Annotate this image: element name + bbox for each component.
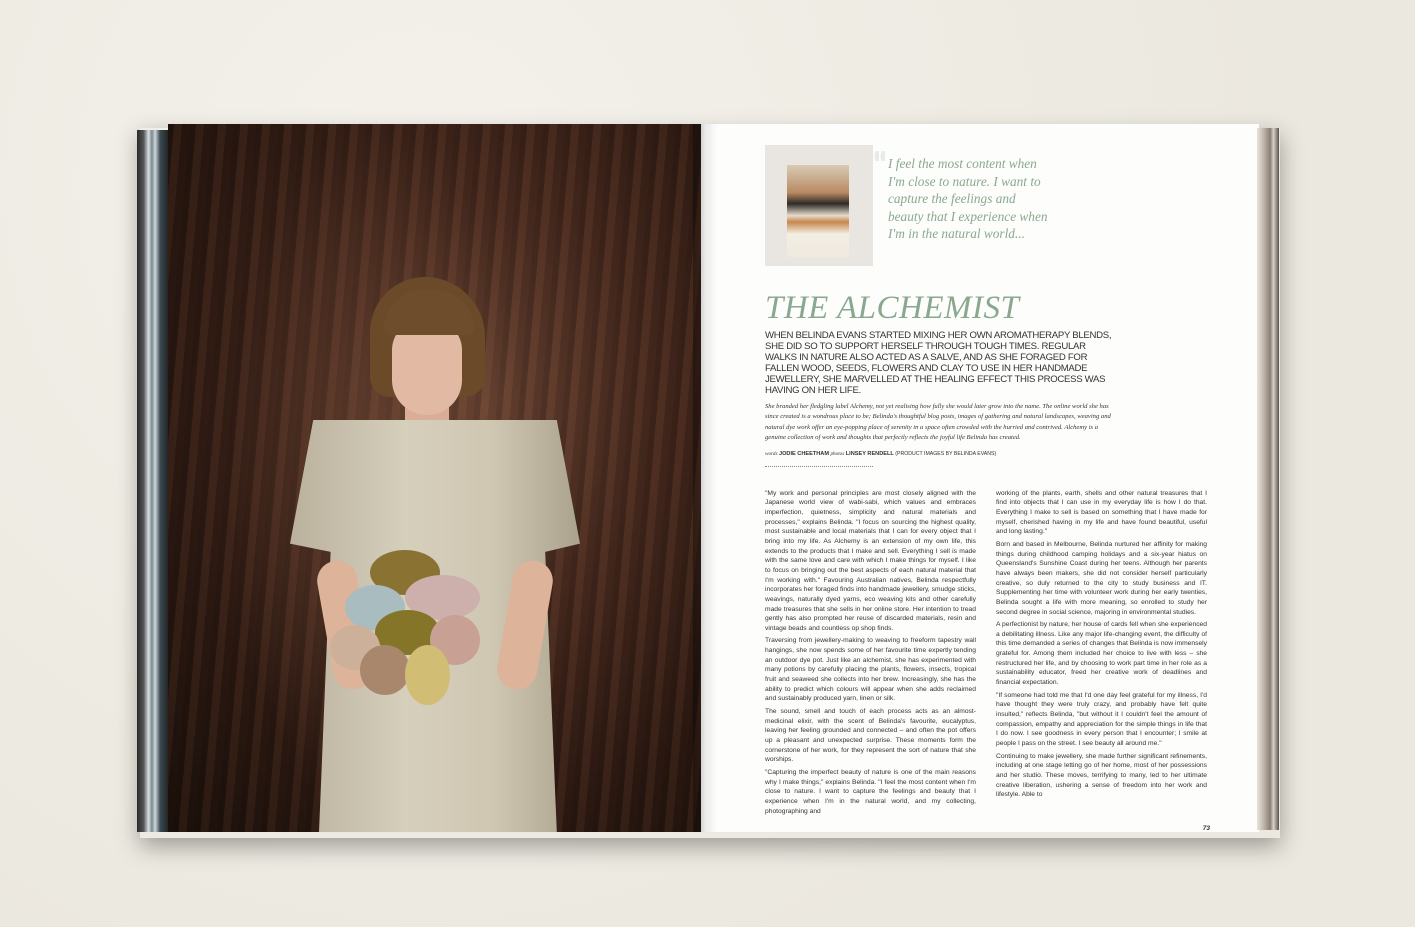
paragraph: Continuing to make jewellery, she made further significant refinements, including at one stage letting go of her home, most of her possessions and her studio. These moves, terrifying to many, led to her ultimate creative liberation, ushering a sense of freedom into her work and lifestyle. Able to [996,752,1207,799]
pull-quote: I feel the most content when I'm close to nature. I want to capture the feelings and beauty that I experience when I'm in the natural world... [888,156,1048,242]
article-title: THE ALCHEMIST [765,290,1020,326]
page-edges-right [1257,128,1279,830]
credits [765,450,1210,458]
weaving-image [787,165,849,257]
paragraph: working of the plants, earth, shells and other natural treasures that I find into objects that I can use in my everyday life is how I do that. Everything I make to sell is based on something that I have made for myself, cherished having in my life and have found beautiful, useful and long lasting." [996,489,1207,536]
paragraph: The sound, smell and touch of each process acts as an almost-medicinal elixir, with the scent of Belinda's favourite, eucalyptus, leaving her feeling grounded and connected – and often the pot offers up a pleasant and unexpected surprise. These moments form the cornerstone of her work, for they represent the sort of nature that she worships. [765,708,976,764]
paragraph: "If someone had told me that I'd one day feel grateful for my illness, I'd have thought they were truly crazy, and probably have felt quite insulted," reflects Belinda, "but without it I couldn't feel the amount of compassion, empathy and appreciation for the simple things in life that I do now. I see goodness in every person that I encounter; I smile at people I pass on the street. I see beauty all around me." [996,691,1207,748]
writer-name: JODIE CHEETHAM [778,450,829,457]
paragraph: "My work and personal principles are most closely aligned with the Japanese world view of wabi-sabi, which values and embraces imperfection, quietness, simplicity and natural materials and processes," explains Belinda. "I focus on sourcing the highest quality, most sustainable and local materials that I can for every object that I bring into my life. As Alchemy is an extension of my own life, this extends to the products that I make and sell. Everything I sell is made with the same love and care with which I make things for myself. I like to focus on bringing out the best aspects of each natural material that I'm working with." Favouring Australian natives, Belinda respectfully incorporates her foraged finds into handmade jewellery, smudge sticks, weavings, naturally dyed yarns, eco weaving kits and other carefully made treasures that she sells in her online store. Her intention to tread gently has also prompted her reuse of discarded materials, resin and vintage beads and countless op shop finds. [765,489,976,632]
spine-shadow [693,124,717,832]
body-columns [765,489,1210,820]
photographer-name: LINSEY RENDELL [845,450,894,457]
words-label: words [765,450,778,457]
credits-note: (PRODUCT IMAGES BY BELINDA EVANS) [895,450,997,457]
article-content [765,145,1210,833]
paragraph: "Capturing the imperfect beauty of nature is one of the main reasons why I make things," explains Belinda. "I feel the most content when I'm close to nature. I want to capture the feelings and beauty that I experience when I'm in the natural world, and my collecting, photographing and [765,769,976,815]
standfirst: WHEN BELINDA EVANS STARTED MIXING HER OWN AROMATHERAPY BLENDS, SHE DID SO TO SUPPORT HERSELF THROUGH TOUGH TIMES. REGULAR WALKS IN NATURE ALSO ACTED AS A SALVE, AND AS SHE FORAGED FOR FALLEN WOOD, SEEDS, FLOWERS AND CLAY TO USE IN HER HANDMADE JEWELLERY, SHE MARVELLED AT THE HEALING EFFECT THIS PROCESS WAS HAVING ON HER LIFE. [765,330,1112,396]
page-edges-left [137,130,170,832]
page-number: 73 [1202,825,1210,833]
dotted-divider [765,466,873,467]
quote-mark-icon [873,147,888,177]
photos-label: photos [830,450,845,457]
body-column-1 [765,489,976,820]
intro-paragraph: She branded her fledgling label Alchemy, not yet realising how fully she would later grow into the name. The online world she has since created is a wondrous place to be; Belinda's thoughtful blog posts, images of gathering and natural landscapes, weaving and natural dye work offer an eye-popping place of serenity in a space often crowded with the hurried and contrived. Alchemy is a genuine collection of work and thoughts that perfectly reflects the joyful life Belinda has created. [765,403,1111,442]
weaving-thumbnail [765,145,873,266]
yarn-skein [405,645,450,705]
paragraph: Born and based in Melbourne, Belinda nurtured her affinity for making things during childhood camping holidays and a six-year hiatus on Queensland's Sunshine Coast during her teens. Although her parents have always been makers, she did not consider herself particularly creative, so duly returned to the city to study business and IT. Supplementing her time with volunteer work during her early twenties, Belinda sought a life with more meaning, so enrolled to study her second degree in social science, majoring in environmental studies. [996,540,1207,616]
pull-quote-row [765,145,1210,285]
paragraph: Traversing from jewellery-making to weaving to freeform tapestry wall hangings, she now spends some of her favourite time expertly tending an outdoor dye pot. Just like an alchemist, she has experimented with many potions by carefully placing the plants, flowers, insects, tropical fruit and seaweed she collects into her brew. Increasingly, she has the ability to predict which colours will appear when she adds reclaimed and sustainably produced yarn, linen or silk. [765,637,976,703]
yarn-skein [360,645,410,695]
body-column-2 [996,489,1207,820]
paragraph: A perfectionist by nature, her house of cards fell when she experienced a debilitating illness. Like any major life-changing event, the difficulty of this time demanded a series of changes that Belinda is now immensely grateful for. Among them included her choice to live with less – she restructured her life, and by choosing to work part time in her role as a sustainability educator, freed her creative work of deadlines and financial expectation. [996,621,1207,687]
